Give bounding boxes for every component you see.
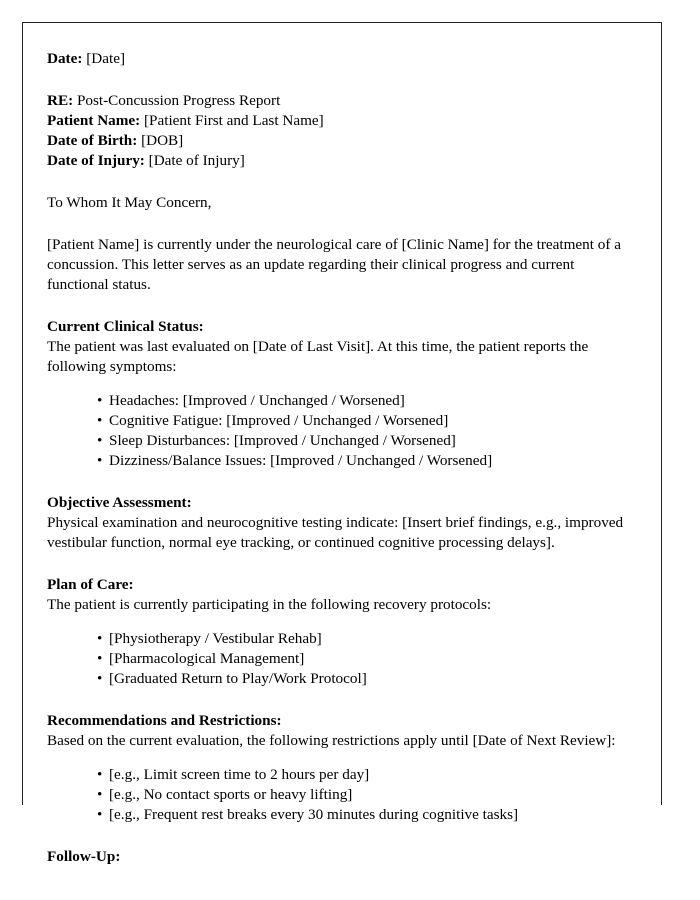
list-item: [47, 411, 634, 431]
bullet-list-restrictions: [47, 765, 634, 825]
date-of-birth-label: Date of Birth:: [47, 132, 138, 149]
bullet-icon: •: [97, 392, 103, 409]
list-item-label: [e.g., Limit screen time to 2 hours per day]: [109, 766, 370, 783]
list-item-label: [Graduated Return to Play/Work Protocol]: [109, 670, 367, 687]
bullet-list-recovery-protocols: [47, 629, 634, 689]
bullet-icon: •: [97, 806, 103, 823]
re-label: RE:: [47, 92, 74, 109]
section-heading-plan-of-care: Plan of Care:: [47, 576, 134, 593]
spacer: [47, 751, 634, 765]
patient-name-value: [Patient First and Last Name]: [144, 112, 324, 129]
spacer: [47, 553, 634, 575]
section-body-objective-assessment: Physical examination and neurocognitive testing indicate: [Insert brief findings, e.g., improved vestibular function, normal eye tracking, or continued cognitive processing delays].: [47, 514, 624, 551]
date-value: [Date]: [86, 50, 126, 67]
date-label: Date:: [47, 50, 83, 67]
list-item: [47, 431, 634, 451]
section-heading-recommendations-and-restrictions: Recommendations and Restrictions:: [47, 712, 282, 729]
list-item-label: Cognitive Fatigue: [Improved / Unchanged / Worsened]: [109, 412, 449, 429]
list-item: [47, 805, 634, 825]
date-of-birth-value: [DOB]: [141, 132, 184, 149]
list-item-label: [e.g., No contact sports or heavy lifting]: [109, 786, 353, 803]
bullet-icon: •: [97, 786, 103, 803]
bullet-icon: •: [97, 432, 103, 449]
list-item-label: Dizziness/Balance Issues: [Improved / Unchanged / Worsened]: [109, 452, 493, 469]
section-body-current-clinical-status: The patient was last evaluated on [Date of Last Visit]. At this time, the patient reports the following symptoms:: [47, 338, 589, 375]
list-item: [47, 629, 634, 649]
document-page: [22, 22, 662, 865]
list-item: [47, 391, 634, 411]
bullet-icon: •: [97, 452, 103, 469]
date-of-birth-line: [47, 131, 634, 151]
spacer: [47, 825, 634, 847]
spacer: [47, 213, 634, 235]
document-body: [23, 23, 661, 867]
list-item-label: [Physiotherapy / Vestibular Rehab]: [109, 630, 322, 647]
list-item: [47, 649, 634, 669]
date-of-injury-line: [47, 151, 634, 171]
date-of-injury-value: [Date of Injury]: [148, 152, 245, 169]
bullet-icon: •: [97, 412, 103, 429]
re-line: [47, 91, 634, 111]
bullet-icon: •: [97, 766, 103, 783]
list-item: [47, 451, 634, 471]
list-item: [47, 669, 634, 689]
intro-paragraph: [Patient Name] is currently under the neurological care of [Clinic Name] for the treatment of a concussion. This letter serves as an update regarding their clinical progress and current functional status.: [47, 236, 621, 293]
list-item: [47, 785, 634, 805]
section-heading-follow-up: Follow-Up:: [47, 848, 121, 865]
spacer: [47, 377, 634, 391]
list-item-label: Sleep Disturbances: [Improved / Unchanged / Worsened]: [109, 432, 456, 449]
section-heading-current-clinical-status: Current Clinical Status:: [47, 318, 204, 335]
bullet-icon: •: [97, 650, 103, 667]
spacer: [47, 471, 634, 493]
salutation: To Whom It May Concern,: [47, 194, 212, 211]
section-body-plan-of-care: The patient is currently participating in the following recovery protocols:: [47, 596, 492, 613]
date-line: [47, 49, 634, 69]
bullet-icon: •: [97, 670, 103, 687]
spacer: [47, 295, 634, 317]
bullet-icon: •: [97, 630, 103, 647]
list-item: [47, 765, 634, 785]
patient-name-line: [47, 111, 634, 131]
date-of-injury-label: Date of Injury:: [47, 152, 145, 169]
section-body-recommendations-and-restrictions: Based on the current evaluation, the following restrictions apply until [Date of Next Review]:: [47, 732, 616, 749]
patient-name-label: Patient Name:: [47, 112, 141, 129]
list-item-label: [Pharmacological Management]: [109, 650, 305, 667]
bullet-list-symptoms: [47, 391, 634, 471]
section-heading-objective-assessment: Objective Assessment:: [47, 494, 192, 511]
list-item-label: [e.g., Frequent rest breaks every 30 minutes during cognitive tasks]: [109, 806, 519, 823]
spacer: [47, 69, 634, 91]
re-value: Post-Concussion Progress Report: [76, 92, 281, 109]
list-item-label: Headaches: [Improved / Unchanged / Worsened]: [109, 392, 405, 409]
spacer: [47, 689, 634, 711]
spacer: [47, 171, 634, 193]
spacer: [47, 615, 634, 629]
